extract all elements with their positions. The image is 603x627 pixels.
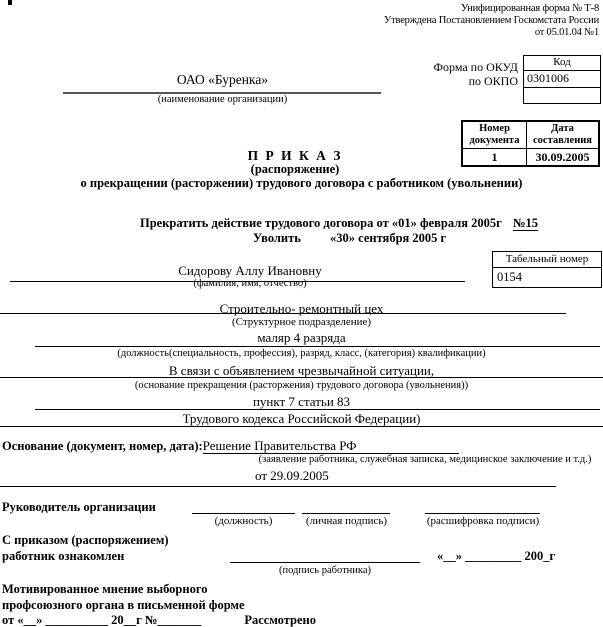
union-opinion-line2: профсоюзного органа в письменной форме bbox=[2, 598, 245, 612]
reason-caption: (основание прекращения (расторжения) трудового договора (увольнения)) bbox=[134, 380, 469, 391]
basis-caption: (заявление работника, служебная записка, медицинское заключение и т.д.) bbox=[258, 454, 592, 465]
contract-number: №15 bbox=[512, 216, 538, 230]
employee-department: Строительно- ремонтный цех bbox=[219, 301, 384, 316]
doc-date-header: Дата составления bbox=[533, 123, 592, 146]
okud-label: Форма по ОКУД bbox=[433, 60, 518, 74]
fio-caption: (фамилия, имя, отчество) bbox=[193, 278, 307, 289]
head-name-caption: (расшифровка подписи) bbox=[426, 515, 540, 527]
scan-corner-mark bbox=[8, 0, 12, 5]
acquainted-line2: работник ознакомлен bbox=[2, 549, 125, 563]
doc-number-header: Номер документа bbox=[463, 122, 527, 148]
title-prikaz: П Р И К А З bbox=[247, 148, 343, 163]
acquainted-line1: С приказом (распоряжением) bbox=[2, 533, 169, 547]
title-rasporyazhenie: (распоряжение) bbox=[250, 162, 340, 176]
doc-number-value: 1 bbox=[463, 149, 527, 165]
form-approved-line: Утверждена Постановлением Госкомстата России bbox=[383, 15, 599, 26]
doc-date-value: 30.09.2005 bbox=[535, 150, 590, 164]
basis-value: Решение Правительства РФ bbox=[203, 438, 459, 454]
terminate-line bbox=[140, 216, 538, 231]
article-underline bbox=[35, 409, 600, 410]
employee-position: маляр 4 разряда bbox=[257, 330, 346, 345]
okud-okpo-labels bbox=[400, 60, 518, 88]
code-table-header: Код bbox=[524, 56, 600, 71]
union-status: Рассмотрено bbox=[244, 613, 317, 627]
form-date-line: от 05.01.04 №1 bbox=[534, 27, 599, 38]
position-caption: (должность(специальность, профессия), разряд, класс, (категория) квалификации) bbox=[117, 348, 486, 359]
department-underline bbox=[0, 313, 566, 314]
union-opinion-line1: Мотивированное мнение выборного bbox=[2, 582, 208, 596]
basis-row bbox=[2, 438, 459, 454]
okpo-code-value bbox=[524, 88, 600, 103]
basis-underline bbox=[0, 486, 556, 487]
employee-fio: Сидорову Аллу Ивановну bbox=[178, 263, 322, 278]
head-name-blank bbox=[425, 513, 540, 514]
terminate-text: Прекратить действие трудового договора от «01» февраля 2005г bbox=[140, 216, 502, 230]
employee-signature-caption: (подпись работника) bbox=[278, 565, 371, 576]
personnel-number-box bbox=[492, 251, 602, 288]
code-table bbox=[523, 55, 601, 104]
title-subject: о прекращении (расторжении) трудового договора с работником (увольнении) bbox=[80, 176, 523, 190]
union-date-blank: от «__» __________ 20__г №_______ bbox=[2, 613, 202, 627]
dismissal-reason: В связи с объявлением чрезвычайной ситуации, bbox=[168, 363, 435, 378]
head-label: Руководитель организации bbox=[2, 500, 156, 514]
okud-code-value: 0301006 bbox=[524, 71, 600, 88]
head-signature-caption: (личная подпись) bbox=[305, 515, 388, 527]
acquainted-date-blank: «__» _________ 200_г bbox=[437, 549, 556, 563]
code-underline bbox=[0, 426, 603, 427]
head-position-caption: (должность) bbox=[214, 515, 273, 527]
reason-code: Трудового кодекса Российской Федерации) bbox=[182, 411, 421, 426]
dismiss-date: «30» сентября 2005 г bbox=[330, 231, 447, 245]
head-position-blank bbox=[192, 513, 295, 514]
basis-date: от 29.09.2005 bbox=[255, 468, 329, 483]
personnel-number-value: 0154 bbox=[497, 270, 522, 284]
union-opinion-line3 bbox=[2, 613, 316, 627]
employee-signature-blank bbox=[230, 562, 420, 563]
personnel-number-label: Табельный номер bbox=[493, 252, 601, 268]
form-approval-block bbox=[279, 3, 599, 39]
dismiss-label: Уволить bbox=[253, 231, 301, 245]
form-number-line: Унифицированная форма № Т-8 bbox=[460, 3, 599, 14]
organization-caption: (наименование организации) bbox=[157, 94, 288, 105]
organization-name: ОАО «Буренка» bbox=[176, 72, 269, 87]
basis-label: Основание (документ, номер, дата): bbox=[2, 439, 203, 453]
reason-underline bbox=[0, 377, 603, 378]
position-underline bbox=[35, 346, 600, 347]
head-signature-blank bbox=[302, 513, 390, 514]
doc-number-table-header-row bbox=[463, 122, 598, 149]
department-caption: (Структурное подразделение) bbox=[231, 316, 372, 328]
okpo-label: по ОКПО bbox=[468, 74, 518, 88]
reason-article: пункт 7 статьи 83 bbox=[252, 394, 351, 409]
